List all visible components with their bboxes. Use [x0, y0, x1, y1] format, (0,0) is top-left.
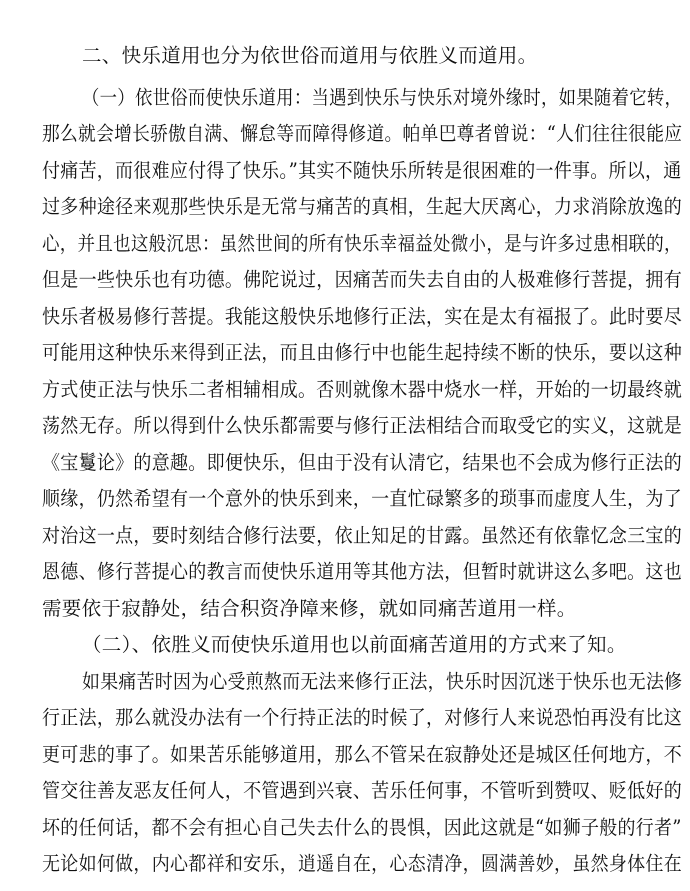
- text-line: 更可悲的事了。如果苦乐能够道用，那么不管呆在寂静处还是城区任何地方，不: [42, 743, 683, 766]
- text-line: 但是一些快乐也有功德。佛陀说过，因痛苦而失去自由的人极难修行菩提，拥有: [42, 268, 683, 291]
- text-line: 《宝鬘论》的意趣。即便快乐，但由于没有认清它，结果也不会成为修行正法的: [42, 451, 683, 474]
- text-line: 过多种途径来观那些快乐是无常与痛苦的真相，生起大厌离心，力求消除放逸的: [42, 195, 683, 218]
- text-line-subheading: （二）、依胜义而使快乐道用也以前面痛苦道用的方式来了知。: [82, 633, 627, 656]
- text-line: 心，并且也这般沉思：虽然世间的所有快乐幸福益处微小，是与许多过患相联的，: [42, 232, 682, 255]
- text-line: 行正法，那么就没办法有一个行持正法的时候了，对修行人来说恐怕再没有比这: [42, 706, 683, 729]
- text-line: 坏的任何话，都不会有担心自己失去什么的畏惧，因此这就是“如狮子般的行者”: [42, 816, 682, 839]
- text-line: 如果痛苦时因为心受煎熬而无法来修行正法，快乐时因沉迷于快乐也无法修: [82, 670, 683, 693]
- text-line: 荡然无存。所以得到什么快乐都需要与修行正法相结合而取受它的实义，这就是: [42, 414, 683, 437]
- text-line: 对治这一点，要时刻结合修行法要，依止知足的甘露。虽然还有依靠忆念三宝的: [42, 524, 683, 547]
- text-line: 可能用这种快乐来得到正法，而且由修行中也能生起持续不断的快乐，要以这种: [42, 341, 683, 364]
- text-line: 无论如何做，内心都祥和安乐，逍遥自在，心态清净，圆满善妙，虽然身体住在: [42, 852, 683, 875]
- text-line: （一）依世俗而使快乐道用：当遇到快乐与快乐对境外缘时，如果随着它转，: [82, 86, 683, 109]
- text-line: 付痛苦，而很难应付得了快乐。”其实不随快乐所转是很困难的一件事。所以，通: [42, 159, 682, 182]
- text-line: 顺缘，仍然希望有一个意外的快乐到来，一直忙碌繁多的琐事而虚度人生，为了: [42, 487, 683, 510]
- text-line-heading: 二、快乐道用也分为依世俗而道用与依胜义而道用。: [82, 44, 538, 67]
- text-line: 恩德、修行菩提心的教言而使快乐道用等其他方法，但暂时就讲这么多吧。这也: [42, 560, 683, 583]
- text-line: 需要依于寂静处，结合积资净障来修，就如同痛苦道用一样。: [42, 597, 577, 620]
- text-line: 快乐者极易修行菩提。我能这般快乐地修行正法，实在是太有福报了。此时要尽: [42, 305, 683, 328]
- text-line: 那么就会增长骄傲自满、懈怠等而障得修道。帕单巴尊者曾说：“人们往往很能应: [42, 122, 683, 145]
- text-line: 管交往善友恶友任何人，不管遇到兴衰、苦乐任何事，不管听到赞叹、贬低好的: [42, 779, 683, 802]
- text-line: 方式使正法与快乐二者相辅相成。否则就像木器中烧水一样，开始的一切最终就: [42, 378, 683, 401]
